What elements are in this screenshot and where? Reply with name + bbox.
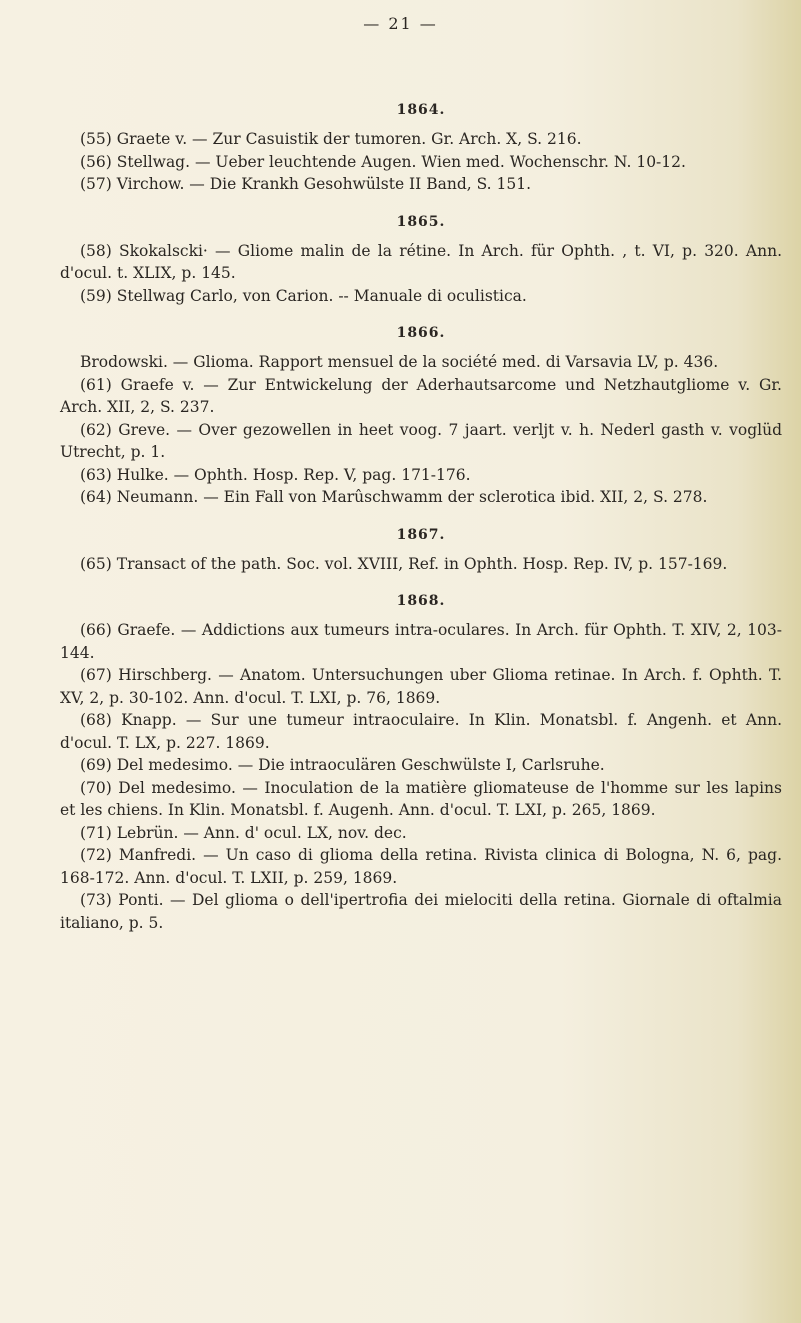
year-section [60, 509, 782, 576]
bibliography-entry: (72) Manfredi. — Un caso di glioma della retina. Rivista clinica di Bologna, N. 6, pag. 168-172. Ann. d'ocul. T. LXII, p. 259, 1869. [60, 846, 782, 887]
bibliography-entry: (56) Stellwag. — Ueber leuchtende Augen. Wien med. Wochenschr. N. 10-12. [80, 152, 686, 171]
bibliography-entry: (66) Graefe. — Addictions aux tumeurs intra-oculares. In Arch. für Ophth. T. XIV, 2, 103-144. [60, 621, 782, 662]
year-section [60, 98, 782, 196]
year-heading: 1868. [396, 593, 446, 609]
year-heading: 1866. [396, 325, 446, 341]
year-heading: 1867. [396, 526, 446, 543]
year-section [60, 196, 782, 308]
bibliography-entry: (64) Neumann. — Ein Fall von Marûschwamm der sclerotica ibid. XII, 2, S. 278. [80, 488, 708, 506]
year-heading: 1865. [396, 213, 446, 230]
bibliography-entry: (68) Knapp. — Sur une tumeur intraoculaire. In Klin. Monatsbl. f. Angenh. et Ann. d'ocul. T. LX, p. 227. 1869. [60, 711, 782, 752]
bibliography-entry: (63) Hulke. — Ophth. Hosp. Rep. V, pag. 171-176. [80, 465, 471, 484]
bibliography-entry: (73) Ponti. — Del glioma o dell'ipertrofia dei mielociti della retina. Giornale di oftalmia italiano, p. 5. [60, 891, 782, 932]
bibliography-entry: (61) Graefe v. — Zur Entwickelung der Aderhautsarcome und Netzhautgliome v. Gr. Arch. XII, 2, S. 237. [60, 375, 782, 416]
year-section [60, 307, 782, 509]
bibliography-entry: (67) Hirschberg. — Anatom. Untersuchungen uber Glioma retinae. In Arch. f. Ophth. T. XV, 2, p. 30-102. Ann. d'ocul. T. LXI, p. 76, 1869. [60, 666, 782, 707]
bibliography-entry: (69) Del medesimo. — Die intraoculären Geschwülste I, Carlsruhe. [80, 756, 605, 774]
year-section [60, 575, 782, 934]
bibliography-entry: (55) Graete v. — Zur Casuistik der tumoren. Gr. Arch. X, S. 216. [80, 130, 582, 148]
bibliography-entry: (70) Del medesimo. — Inoculation de la matière gliomateuse de l'homme sur les lapins et les chiens. In Klin. Monatsbl. f. Augenh. Ann. d'ocul. T. LXI, p. 265, 1869. [60, 778, 782, 819]
bibliography-entry: (58) Skokalscki· — Gliome malin de la rétine. In Arch. für Ophth. , t. VI, p. 320. Ann. d'ocul. t. XLIX, p. 145. [60, 241, 782, 282]
bibliography-entry: (62) Greve. — Over gezowellen in heet voog. 7 jaart. verljt v. h. Nederl gasth v. voglüd Utrecht, p. 1. [60, 420, 782, 461]
bibliography-entry: (57) Virchow. — Die Krankh Gesohwülste II Band, S. 151. [80, 175, 532, 193]
bibliography [60, 98, 782, 934]
page-number: — 21 — [363, 14, 438, 33]
bibliography-entry: (65) Transact of the path. Soc. vol. XVIII, Ref. in Ophth. Hosp. Rep. IV, p. 157-169. [80, 554, 728, 573]
bibliography-entry: (59) Stellwag Carlo, von Carion. -- Manuale di oculistica. [80, 286, 527, 305]
bibliography-entry: Brodowski. — Glioma. Rapport mensuel de la société med. di Varsavia LV, p. 436. [80, 353, 719, 371]
bibliography-entry: (71) Lebrün. — Ann. d' ocul. LX, nov. dec. [80, 823, 407, 842]
year-heading: 1864. [396, 102, 446, 118]
